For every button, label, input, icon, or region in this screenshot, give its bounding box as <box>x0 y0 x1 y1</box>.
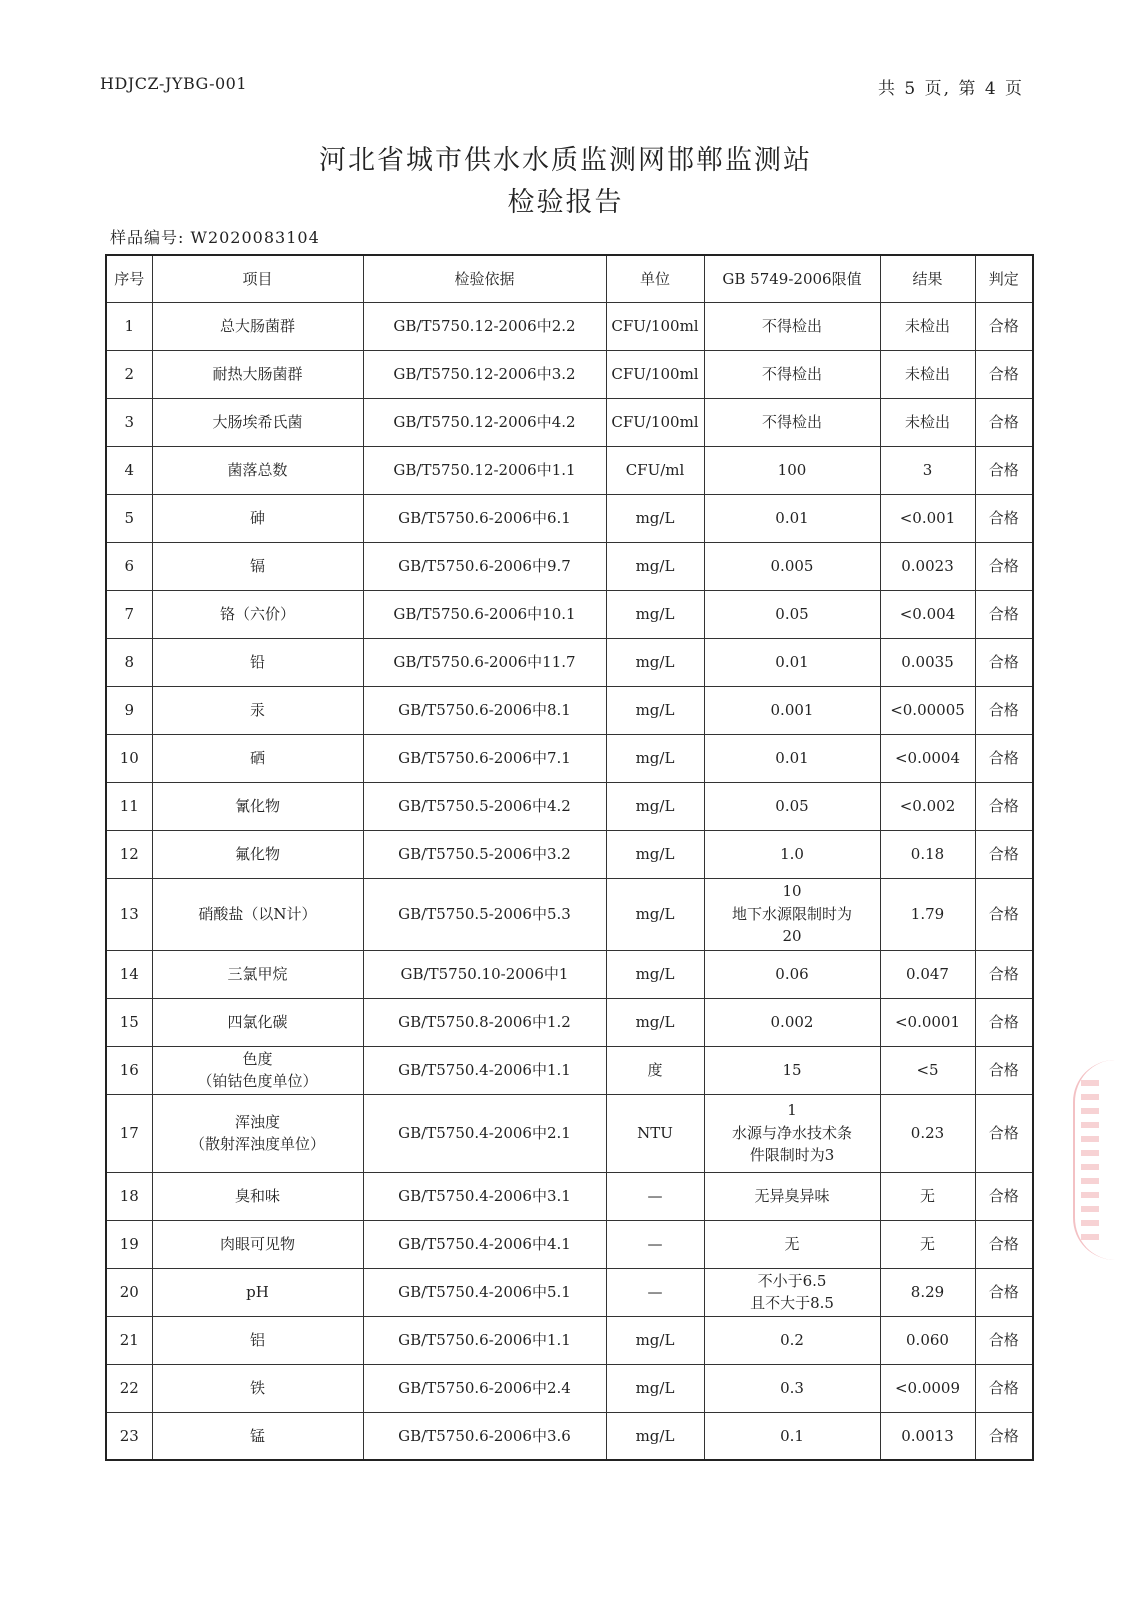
cell-unit: mg/L <box>606 782 704 830</box>
cell-verdict: 合格 <box>975 878 1033 950</box>
table-row <box>106 590 1033 638</box>
cell-limit: 0.06 <box>704 950 880 998</box>
cell-unit: mg/L <box>606 734 704 782</box>
cell-limit: 0.3 <box>704 1364 880 1412</box>
table-row <box>106 998 1033 1046</box>
cell-item: 硝酸盐（以N计） <box>152 878 363 950</box>
cell-method: GB/T5750.12-2006中3.2 <box>363 350 606 398</box>
cell-verdict: 合格 <box>975 494 1033 542</box>
table-body <box>106 302 1033 1460</box>
cell-item: 四氯化碳 <box>152 998 363 1046</box>
cell-limit: 0.001 <box>704 686 880 734</box>
cell-no: 10 <box>106 734 152 782</box>
cell-verdict: 合格 <box>975 950 1033 998</box>
cell-no: 3 <box>106 398 152 446</box>
cell-item: 耐热大肠菌群 <box>152 350 363 398</box>
cell-item: pH <box>152 1268 363 1316</box>
cell-limit: 100 <box>704 446 880 494</box>
header-item: 项目 <box>152 255 363 302</box>
header-limit: GB 5749-2006限值 <box>704 255 880 302</box>
cell-unit: — <box>606 1268 704 1316</box>
cell-result: 1.79 <box>880 878 975 950</box>
cell-no: 19 <box>106 1220 152 1268</box>
cell-verdict: 合格 <box>975 638 1033 686</box>
cell-result: 未检出 <box>880 302 975 350</box>
cell-limit: 0.1 <box>704 1412 880 1460</box>
cell-limit: 无异臭异味 <box>704 1172 880 1220</box>
table-row <box>106 1046 1033 1094</box>
cell-item: 硒 <box>152 734 363 782</box>
cell-method: GB/T5750.12-2006中1.1 <box>363 446 606 494</box>
sample-number-label: 样品编号: <box>110 228 185 247</box>
cell-method: GB/T5750.6-2006中11.7 <box>363 638 606 686</box>
cell-no: 14 <box>106 950 152 998</box>
table-row <box>106 350 1033 398</box>
cell-verdict: 合格 <box>975 686 1033 734</box>
table-row <box>106 1172 1033 1220</box>
table-row <box>106 1094 1033 1172</box>
cell-result: 无 <box>880 1220 975 1268</box>
cell-unit: mg/L <box>606 998 704 1046</box>
header-unit: 单位 <box>606 255 704 302</box>
cell-unit: mg/L <box>606 878 704 950</box>
sample-number <box>110 225 320 248</box>
cell-item: 菌落总数 <box>152 446 363 494</box>
cell-item: 肉眼可见物 <box>152 1220 363 1268</box>
cell-unit: mg/L <box>606 1364 704 1412</box>
sample-number-value: W2020083104 <box>190 228 320 247</box>
cell-method: GB/T5750.6-2006中8.1 <box>363 686 606 734</box>
table-row <box>106 1364 1033 1412</box>
cell-verdict: 合格 <box>975 1364 1033 1412</box>
cell-method: GB/T5750.10-2006中1 <box>363 950 606 998</box>
cell-no: 17 <box>106 1094 152 1172</box>
table-row <box>106 734 1033 782</box>
table-row <box>106 542 1033 590</box>
table-row <box>106 638 1033 686</box>
cell-result: 0.0023 <box>880 542 975 590</box>
cell-no: 21 <box>106 1316 152 1364</box>
table-row <box>106 686 1033 734</box>
cell-result: <0.00005 <box>880 686 975 734</box>
cell-result: <0.0001 <box>880 998 975 1046</box>
cell-no: 15 <box>106 998 152 1046</box>
cell-result: 0.0035 <box>880 638 975 686</box>
cell-limit: 0.01 <box>704 638 880 686</box>
cell-method: GB/T5750.5-2006中5.3 <box>363 878 606 950</box>
cell-limit: 15 <box>704 1046 880 1094</box>
page-info: 共 5 页, 第 4 页 <box>878 79 1025 99</box>
cell-verdict: 合格 <box>975 998 1033 1046</box>
cell-result: 未检出 <box>880 398 975 446</box>
cell-verdict: 合格 <box>975 590 1033 638</box>
cell-no: 6 <box>106 542 152 590</box>
cell-no: 7 <box>106 590 152 638</box>
cell-limit: 0.002 <box>704 998 880 1046</box>
cell-no: 8 <box>106 638 152 686</box>
cell-verdict: 合格 <box>975 782 1033 830</box>
cell-limit: 0.01 <box>704 734 880 782</box>
cell-result: 0.047 <box>880 950 975 998</box>
cell-method: GB/T5750.4-2006中4.1 <box>363 1220 606 1268</box>
cell-unit: NTU <box>606 1094 704 1172</box>
cell-method: GB/T5750.8-2006中1.2 <box>363 998 606 1046</box>
cell-item: 铝 <box>152 1316 363 1364</box>
cell-verdict: 合格 <box>975 1268 1033 1316</box>
cell-unit: CFU/100ml <box>606 350 704 398</box>
cell-verdict: 合格 <box>975 302 1033 350</box>
cell-limit: 1 水源与净水技术条 件限制时为3 <box>704 1094 880 1172</box>
cell-unit: — <box>606 1172 704 1220</box>
cell-item: 浑浊度 （散射浑浊度单位） <box>152 1094 363 1172</box>
table-row <box>106 1316 1033 1364</box>
cell-unit: 度 <box>606 1046 704 1094</box>
cell-no: 18 <box>106 1172 152 1220</box>
cell-method: GB/T5750.5-2006中3.2 <box>363 830 606 878</box>
cell-result: 0.23 <box>880 1094 975 1172</box>
cell-result: 3 <box>880 446 975 494</box>
table-header-row <box>106 255 1033 302</box>
cell-verdict: 合格 <box>975 830 1033 878</box>
cell-no: 11 <box>106 782 152 830</box>
cell-method: GB/T5750.6-2006中7.1 <box>363 734 606 782</box>
cell-unit: mg/L <box>606 686 704 734</box>
cell-unit: mg/L <box>606 638 704 686</box>
cell-verdict: 合格 <box>975 1220 1033 1268</box>
cell-limit: 不得检出 <box>704 302 880 350</box>
cell-item: 氰化物 <box>152 782 363 830</box>
cell-no: 12 <box>106 830 152 878</box>
cell-limit: 0.01 <box>704 494 880 542</box>
cell-no: 13 <box>106 878 152 950</box>
cell-unit: mg/L <box>606 542 704 590</box>
cell-item: 铁 <box>152 1364 363 1412</box>
table-row <box>106 782 1033 830</box>
cell-unit: — <box>606 1220 704 1268</box>
cell-unit: mg/L <box>606 494 704 542</box>
cell-result: <0.0004 <box>880 734 975 782</box>
header-result: 结果 <box>880 255 975 302</box>
cell-method: GB/T5750.12-2006中4.2 <box>363 398 606 446</box>
table-row <box>106 494 1033 542</box>
cell-unit: mg/L <box>606 830 704 878</box>
cell-item: 臭和味 <box>152 1172 363 1220</box>
table-row <box>106 1220 1033 1268</box>
cell-item: 砷 <box>152 494 363 542</box>
table-row <box>106 398 1033 446</box>
cell-result: <0.004 <box>880 590 975 638</box>
cell-no: 22 <box>106 1364 152 1412</box>
table-row <box>106 302 1033 350</box>
cell-result: 8.29 <box>880 1268 975 1316</box>
cell-unit: mg/L <box>606 950 704 998</box>
cell-method: GB/T5750.4-2006中3.1 <box>363 1172 606 1220</box>
cell-method: GB/T5750.4-2006中2.1 <box>363 1094 606 1172</box>
cell-result: 无 <box>880 1172 975 1220</box>
cell-result: 0.0013 <box>880 1412 975 1460</box>
cell-limit: 0.005 <box>704 542 880 590</box>
table-row <box>106 1412 1033 1460</box>
cell-unit: mg/L <box>606 590 704 638</box>
cell-verdict: 合格 <box>975 1316 1033 1364</box>
table-row <box>106 878 1033 950</box>
cell-verdict: 合格 <box>975 446 1033 494</box>
cell-method: GB/T5750.6-2006中6.1 <box>363 494 606 542</box>
cell-item: 镉 <box>152 542 363 590</box>
cell-result: 0.18 <box>880 830 975 878</box>
cell-unit: mg/L <box>606 1316 704 1364</box>
cell-item: 三氯甲烷 <box>152 950 363 998</box>
cell-limit: 0.05 <box>704 782 880 830</box>
cell-verdict: 合格 <box>975 1172 1033 1220</box>
cell-unit: mg/L <box>606 1412 704 1460</box>
cell-verdict: 合格 <box>975 1094 1033 1172</box>
cell-item: 铬（六价） <box>152 590 363 638</box>
cell-item: 大肠埃希氏菌 <box>152 398 363 446</box>
cell-result: <5 <box>880 1046 975 1094</box>
cell-method: GB/T5750.6-2006中2.4 <box>363 1364 606 1412</box>
cell-no: 4 <box>106 446 152 494</box>
report-title-line2: 检验报告 <box>507 187 624 218</box>
cell-no: 9 <box>106 686 152 734</box>
inspection-table <box>105 254 1034 1461</box>
header-no: 序号 <box>106 255 152 302</box>
cell-no: 16 <box>106 1046 152 1094</box>
cell-no: 23 <box>106 1412 152 1460</box>
cell-method: GB/T5750.6-2006中9.7 <box>363 542 606 590</box>
cell-result: 0.060 <box>880 1316 975 1364</box>
cell-method: GB/T5750.4-2006中5.1 <box>363 1268 606 1316</box>
cell-no: 1 <box>106 302 152 350</box>
cell-limit: 0.2 <box>704 1316 880 1364</box>
cell-verdict: 合格 <box>975 734 1033 782</box>
cell-verdict: 合格 <box>975 398 1033 446</box>
cell-no: 20 <box>106 1268 152 1316</box>
cell-no: 2 <box>106 350 152 398</box>
cell-item: 汞 <box>152 686 363 734</box>
cell-result: <0.002 <box>880 782 975 830</box>
table-row <box>106 446 1033 494</box>
cell-unit: CFU/ml <box>606 446 704 494</box>
table-row <box>106 950 1033 998</box>
cell-item: 铅 <box>152 638 363 686</box>
cell-limit: 无 <box>704 1220 880 1268</box>
cell-limit: 10 地下水源限制时为 20 <box>704 878 880 950</box>
cell-item: 锰 <box>152 1412 363 1460</box>
cell-limit: 不得检出 <box>704 398 880 446</box>
cell-result: <0.0009 <box>880 1364 975 1412</box>
cell-method: GB/T5750.6-2006中3.6 <box>363 1412 606 1460</box>
header-verdict: 判定 <box>975 255 1033 302</box>
cell-verdict: 合格 <box>975 1412 1033 1460</box>
cell-item: 氟化物 <box>152 830 363 878</box>
cell-limit: 0.05 <box>704 590 880 638</box>
cell-method: GB/T5750.6-2006中10.1 <box>363 590 606 638</box>
cell-unit: CFU/100ml <box>606 398 704 446</box>
cell-no: 5 <box>106 494 152 542</box>
cell-limit: 不得检出 <box>704 350 880 398</box>
table-row <box>106 1268 1033 1316</box>
document-code: HDJCZ-JYBG-001 <box>100 74 248 93</box>
cell-result: 未检出 <box>880 350 975 398</box>
cell-method: GB/T5750.4-2006中1.1 <box>363 1046 606 1094</box>
cell-item: 色度 （铂钴色度单位） <box>152 1046 363 1094</box>
cell-method: GB/T5750.6-2006中1.1 <box>363 1316 606 1364</box>
report-title-line1: 河北省城市供水水质监测网邯郸监测站 <box>319 145 812 176</box>
seal-stamp-fragment <box>1073 1060 1115 1260</box>
cell-item: 总大肠菌群 <box>152 302 363 350</box>
cell-method: GB/T5750.5-2006中4.2 <box>363 782 606 830</box>
cell-unit: CFU/100ml <box>606 302 704 350</box>
cell-verdict: 合格 <box>975 350 1033 398</box>
table-row <box>106 830 1033 878</box>
cell-result: <0.001 <box>880 494 975 542</box>
cell-method: GB/T5750.12-2006中2.2 <box>363 302 606 350</box>
cell-verdict: 合格 <box>975 542 1033 590</box>
cell-limit: 1.0 <box>704 830 880 878</box>
cell-verdict: 合格 <box>975 1046 1033 1094</box>
cell-limit: 不小于6.5 且不大于8.5 <box>704 1268 880 1316</box>
header-method: 检验依据 <box>363 255 606 302</box>
